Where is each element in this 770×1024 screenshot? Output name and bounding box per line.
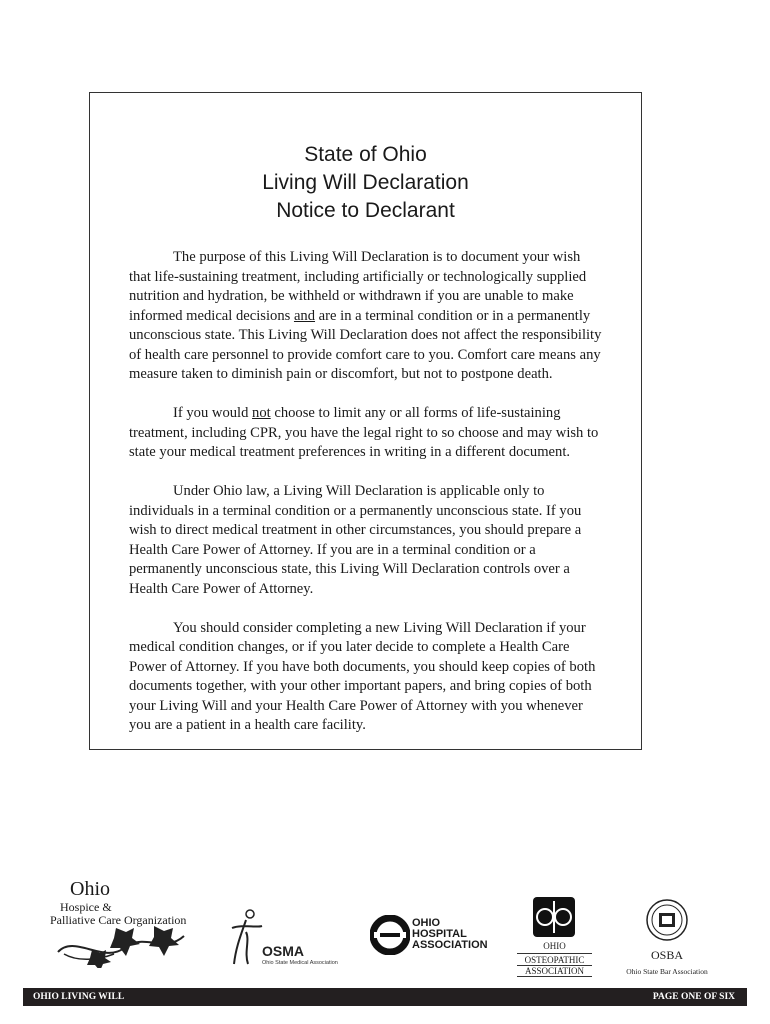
title-line-3: Notice to Declarant [276, 199, 455, 222]
footer-bar [23, 988, 747, 1006]
paragraph-purpose: The purpose of this Living Will Declaration is to document your wish that life-sustaining treatment, including artificially or technologically supplied nutrition and hydration, be withheld or withdrawn if you are unable to make informed medical decisions and are in a terminal condition or in a permanently unconscious state. This Living Will Declaration does not affect the responsibility of health care personnel to provide comfort care to you. Comfort care means any measure taken to diminish pain or discomfort, but not to postpone death. [129, 249, 602, 382]
seal-icon [645, 898, 689, 942]
paragraph-consider: You should consider completing a new Living Will Declaration if your medical condition changes, or if you later decide to complete a Health Care Power of Attorney. If you have both documents, you should keep copies of both documents together, with your other important papers, and bring copies of both your Living Will and your Health Care Power of Attorney with you whenever you are a patient in a health care facility. [129, 619, 596, 733]
paragraph-ohio-law: Under Ohio law, a Living Will Declaration is applicable only to individuals in a terminal condition or a permanently unconscious state. If you wish to direct medical treatment in other circumstances, you should prepare a Health Care Power of Attorney. If you are in a terminal condition or a permanently unconscious state, this Living Will Declaration controls over a Health Care Power of Attorney. [129, 483, 582, 597]
figure-icon [228, 908, 264, 968]
ooa-logo: OHIO OSTEOPATHIC ASSOCIATION [517, 895, 592, 977]
title-line-2: Living Will Declaration [262, 171, 469, 194]
page-title [90, 141, 641, 225]
osba-logo: OSBA Ohio State Bar Association [617, 898, 717, 978]
ohpco-logo: Ohio Hospice & Palliative Care Organization [50, 878, 190, 968]
do-shield-icon [531, 895, 577, 939]
osma-logo: OSMA Ohio State Medical Association [228, 908, 348, 970]
notice-box [89, 92, 642, 750]
footer-page-number: PAGE ONE OF SIX [652, 992, 735, 1002]
footer-document-name: OHIO LIVING WILL [33, 992, 125, 1002]
notice-body [129, 248, 605, 755]
paragraph-cpr: If you would not choose to limit any or all forms of life-sustaining treatment, including CPR, you have the legal right to so choose and may wish to state your medical treatment preferences in writing in a different document. [129, 405, 599, 460]
oha-logo: OHIO HOSPITAL ASSOCIATION [370, 915, 490, 955]
title-line-1: State of Ohio [304, 143, 427, 166]
leaves-icon [54, 924, 190, 968]
o-icon [370, 915, 410, 955]
